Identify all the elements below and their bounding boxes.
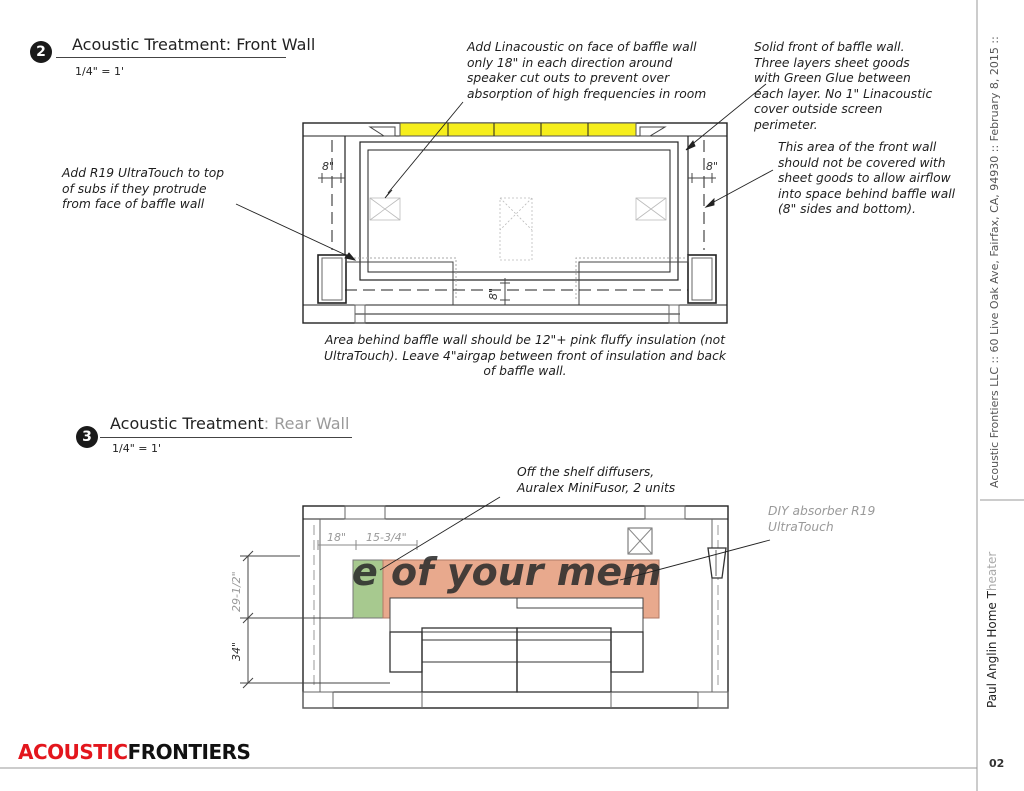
sidebar-project-title-main: Paul Anglin Home T xyxy=(985,591,999,708)
section-3-badge: 3 xyxy=(76,426,98,448)
rear-dim-15-label: 15-3/4" xyxy=(366,531,407,544)
front-dim-right-label: 8" xyxy=(706,160,719,173)
note-linacoustic: Add Linacoustic on face of baffle wall only 18" in each direction around speaker cut outs to prevent over absorption of high frequencies in room xyxy=(467,40,707,101)
note-airflow: This area of the front wall should not be covered with sheet goods to allow airflow into space behind baffle wall (8" sides and bottom). xyxy=(778,140,956,216)
front-dim-left-label: 8" xyxy=(322,160,335,173)
section-3-title-faded: : Rear Wall xyxy=(263,414,350,433)
screen-outer xyxy=(360,142,678,280)
rear-riser-top xyxy=(517,598,643,608)
rear-dim-29-label: 29-1/2" xyxy=(230,571,243,612)
rear-floor-post-left xyxy=(303,692,333,708)
section-2-title: Acoustic Treatment: Front Wall xyxy=(72,35,316,54)
logo-part-acoustic: ACOUSTIC xyxy=(18,740,128,764)
rear-top-trim-left xyxy=(345,506,385,519)
section-3-title-main: Acoustic Treatment xyxy=(110,414,264,433)
sidebar-project-title xyxy=(985,552,999,708)
right-step-dotted xyxy=(576,258,685,300)
leader-airflow xyxy=(710,170,773,204)
note-solid-front: Solid front of baffle wall. Three layers sheet goods with Green Glue between each layer. No 1" Linacoustic cover outside screen perimeter. xyxy=(754,40,933,132)
rear-wall-drawing xyxy=(240,506,728,708)
page-number: 02 xyxy=(989,757,1005,770)
note-subs: Add R19 UltraTouch to top of subs if they protrude from face of baffle wall xyxy=(62,166,225,211)
seat-back-left xyxy=(390,632,422,672)
acoustic-frontiers-logo xyxy=(18,740,250,764)
section-2-badge: 2 xyxy=(30,41,52,63)
front-dim-bottom-label: 8" xyxy=(487,287,500,300)
leader-subs xyxy=(236,204,350,257)
screen-inner xyxy=(368,150,670,272)
rear-dim-18-label: 18" xyxy=(327,531,347,544)
section-2-scale: 1/4" = 1' xyxy=(75,65,124,78)
yellow-panels xyxy=(400,123,636,136)
front-leader-lines xyxy=(236,84,773,260)
seat-left xyxy=(422,628,517,692)
left-sub-inner xyxy=(322,258,342,300)
leader-linacoustic xyxy=(388,102,463,193)
left-step-dotted xyxy=(350,258,456,300)
right-top-trim xyxy=(640,127,665,136)
center-speaker-cutout xyxy=(500,198,532,260)
rear-floor-post-right xyxy=(698,692,728,708)
sidebar-project-title-faded: heater xyxy=(985,551,999,592)
left-top-trim xyxy=(370,127,395,136)
note-behind: Area behind baffle wall should be 12"+ pink fluffy insulation (not UltraTouch). Leave 4"airgap between front of insulation and back of baffle wall. xyxy=(324,333,726,378)
front-outer-wall xyxy=(303,123,727,323)
seat-back-right xyxy=(611,632,643,672)
logo-part-frontiers: FRONTIERS xyxy=(127,740,251,764)
section-3-scale: 1/4" = 1' xyxy=(112,442,161,455)
rear-top-trim-right xyxy=(645,506,685,519)
front-wall-drawing xyxy=(303,123,727,323)
rear-dim-34-label: 34" xyxy=(230,641,243,661)
speaker-cutouts xyxy=(370,198,666,260)
sidebar-company-info: Acoustic Frontiers LLC :: 60 Live Oak Ave, Fairfax, CA, 94930 :: February 8, 2015 :: xyxy=(988,36,1001,488)
note-absorber: DIY absorber R19 UltraTouch xyxy=(768,504,876,534)
right-sub-inner xyxy=(692,258,712,300)
rear-watermark: e of your mem xyxy=(352,550,662,594)
seat-right xyxy=(517,628,611,692)
note-diffusers: Off the shelf diffusers, Auralex MiniFusor, 2 units xyxy=(517,465,676,495)
